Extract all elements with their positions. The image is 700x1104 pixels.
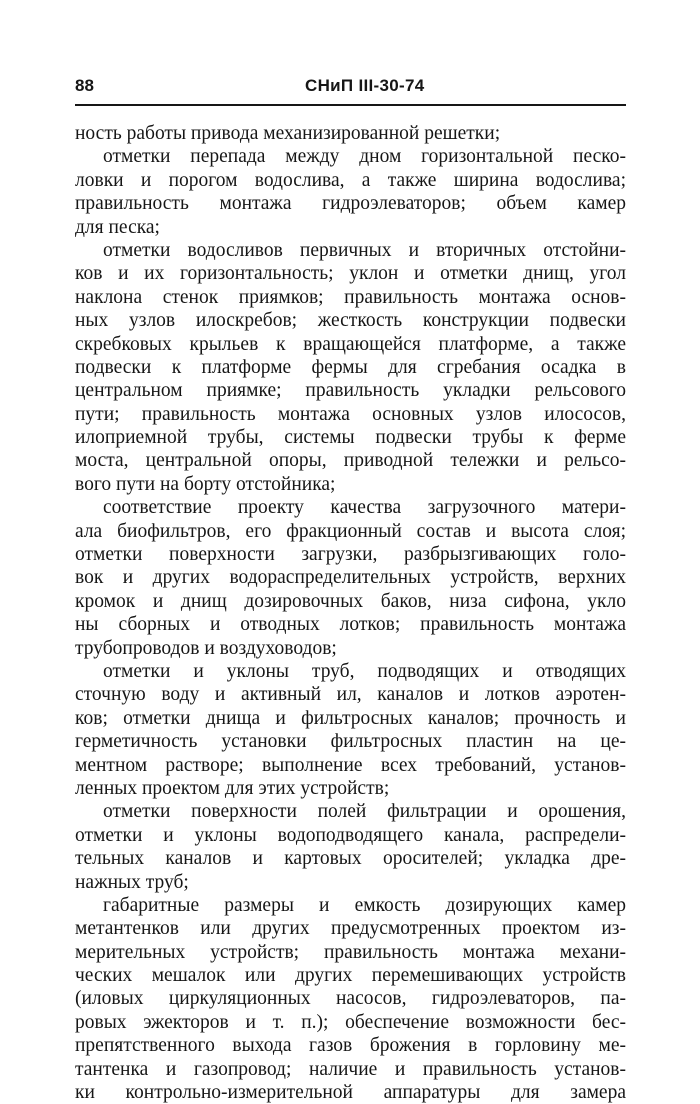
text-line: наклона стенок приямков; правильность монтажа основ- <box>75 286 626 308</box>
text-line: герметичность установки фильтросных пластин на це- <box>75 731 626 753</box>
text-line: соответствие проекту качества загрузочного матери- <box>103 497 626 519</box>
text-line: скребковых крыльев к вращающейся платформе, а также <box>75 333 626 355</box>
paragraph <box>75 239 626 496</box>
text-line: тельных каналов и картовых оросителей; укладка дре- <box>75 848 626 870</box>
text-line: ки контрольно-измерительной аппаратуры для замера <box>75 1082 626 1104</box>
text-line: ков; отметки днища и фильтросных каналов; прочность и <box>75 707 626 729</box>
text-line: ментном растворе; выполнение всех требований, установ- <box>75 754 626 776</box>
paragraph <box>75 800 626 894</box>
page-header <box>75 76 626 106</box>
text-line: ленных проектом для этих устройств; <box>75 777 390 799</box>
text-line: подвески к платформе фермы для сгребания осадка в <box>75 356 626 378</box>
text-line: илоприемной трубы, системы подвески трубы к ферме <box>75 427 626 449</box>
text-line: тантенка и газопровод; наличие и правильность установ- <box>75 1058 626 1080</box>
paragraph <box>75 894 626 1104</box>
text-line: ала биофильтров, его фракционный состав и высота слоя; <box>75 520 626 542</box>
text-line: сточную воду и активный ил, каналов и лотков аэротен- <box>75 684 626 706</box>
paragraph <box>75 660 626 800</box>
text-line: для песка; <box>75 216 160 238</box>
text-line: нажных труб; <box>75 871 189 893</box>
text-line: правильность монтажа гидроэлеваторов; объем камер <box>75 193 626 215</box>
text-line: ных узлов илоскребов; жесткость конструкции подвески <box>75 310 626 332</box>
text-line: ческих мешалок или других перемешивающих устройств <box>75 965 626 987</box>
paragraph <box>75 496 626 660</box>
text-line: отметки и уклоны водоподводящего канала, распредели- <box>75 824 626 846</box>
paragraph <box>75 122 626 145</box>
text-line: пути; правильность монтажа основных узлов илососов, <box>75 403 626 425</box>
text-line: метантенков или других предусмотренных проектом из- <box>75 918 626 940</box>
text-line: ков и их горизонтальность; уклон и отметки днищ, угол <box>75 263 626 285</box>
text-line: ность работы привода механизированной решетки; <box>75 123 501 144</box>
text-line: отметки и уклоны труб, подводящих и отводящих <box>103 660 626 682</box>
paragraph <box>75 145 626 239</box>
text-line: отметки водосливов первичных и вторичных отстойни- <box>103 239 626 261</box>
text-line: отметки перепада между дном горизонтальной песко- <box>103 146 626 168</box>
text-line: препятственного выхода газов брожения в горловину ме- <box>75 1035 626 1057</box>
text-line: мерительных устройств; правильность монтажа механи- <box>75 941 626 963</box>
document-title: СНиП III-30-74 <box>305 76 425 95</box>
text-line: центральном приямке; правильность укладки рельсового <box>75 380 626 402</box>
text-line: ловки и порогом водослива, а также ширина водослива; <box>75 169 626 191</box>
text-line: вого пути на борту отстойника; <box>75 473 336 495</box>
text-line: трубопроводов и воздуховодов; <box>75 637 337 659</box>
text-line: ровых эжекторов и т. п.); обеспечение возможности бес- <box>75 1011 626 1033</box>
body-text <box>75 122 626 1104</box>
page-number: 88 <box>75 76 94 95</box>
text-line: кромок и днищ дозировочных баков, низа сифона, укло <box>75 590 626 612</box>
text-line: габаритные размеры и емкость дозирующих камер <box>103 894 626 916</box>
text-line: (иловых циркуляционных насосов, гидроэлеваторов, па- <box>75 988 626 1010</box>
text-line: отметки поверхности полей фильтрации и орошения, <box>103 801 626 823</box>
text-line: отметки поверхности загрузки, разбрызгивающих голо- <box>75 544 626 566</box>
text-line: моста, центральной опоры, приводной тележки и рельсо- <box>75 450 626 472</box>
text-line: ны сборных и отводных лотков; правильность монтажа <box>75 614 626 636</box>
text-line: вок и других водораспределительных устройств, верхних <box>75 567 626 589</box>
